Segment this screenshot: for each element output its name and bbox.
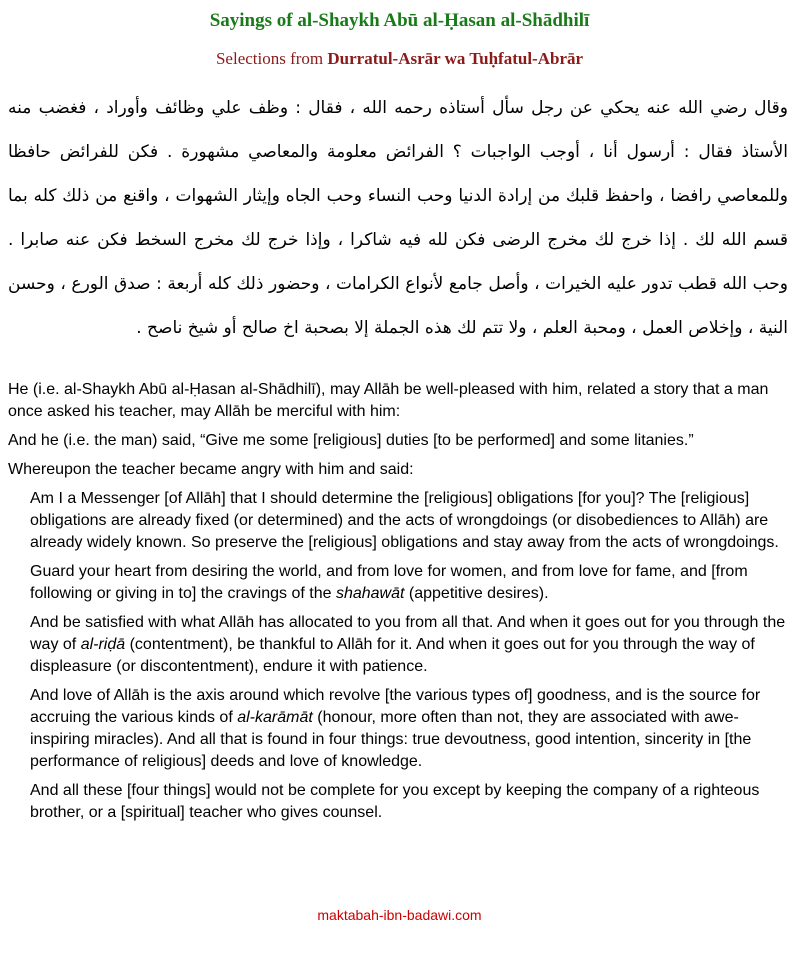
quote-text: And be satisfied with what Allāh has allocated to you from all that. And when it goes out for you through the way of bbox=[30, 614, 786, 653]
quote-text: And love of Allāh is the axis around which revolve [the various types of] goodness, and is the source for accruing the various kinds of bbox=[30, 687, 761, 726]
page-title: Sayings of al-Shaykh Abū al-Ḥasan al-Shādhilī bbox=[209, 10, 590, 31]
quote-text: (honour, more often than not, they are associated with awe-inspiring miracles). And all that is found in four things: true devoutness, good intention, sincerity in [the performance of religious] deeds and love of knowledge. bbox=[30, 709, 752, 770]
quote-paragraph-company: And all these [four things] would not be complete for you except by keeping the company of a righteous brother, or a [spiritual] teacher who gives counsel. bbox=[30, 782, 760, 821]
quote-text: (appetitive desires). bbox=[404, 585, 549, 602]
translation-paragraph-intro: He (i.e. al-Shaykh Abū al-Ḥasan al-Shādhilī), may Allāh be well-pleased with him, related a story that a man once asked his teacher, may Allāh be merciful with him: bbox=[8, 381, 769, 420]
quote-text: (contentment), be thankful to Allāh for it. And when it goes out for you through the way of displeasure (or discontentment), endure it with patience. bbox=[30, 636, 755, 675]
footer-site-link[interactable]: maktabah-ibn-badawi.com bbox=[317, 907, 482, 923]
arabic-text: وقال رضي الله عنه يحكي عن رجل سأل أستاذه رحمه الله ، فقال : وظف علي وظائف وأوراد ، فغضب منه الأستاذ فقال : أرسول أنا ، أوجب الواجبات ؟ الفرائض معلومة والمعاصي مشهورة . فكن للفرائض حافظا وللمعاصي رافضا ، واحفظ قلبك من إرادة الدنيا وحب النساء وحب الجاه وإيثار الشهوات ، واقنع من ذلك كله بما قسم الله لك . إذا خرج لك مخرج الرضى فكن لله فيه شاكرا ، وإذا خرج لك مخرج السخط فكن عنه صابرا . وحب الله قطب تدور عليه الخيرات ، وأصل جامع لأنواع الكرامات ، وحضور ذلك كله أربعة : صدق الورع ، وحسن النية ، وإخلاص العمل ، ومحبة العلم ، ولا تتم لك هذه الجملة إلا بصحبة اخ صالح أو شيخ ناصح . bbox=[8, 98, 788, 338]
translation bbox=[8, 379, 788, 831]
translation-paragraph-reply: Whereupon the teacher became angry with him and said: bbox=[8, 461, 414, 478]
quote-paragraph-obligations: Am I a Messenger [of Allāh] that I should determine the [religious] obligations [for you]? The [religious] obligations are already fixed (or determined) and the acts of wrongdoings (or disobediences to Allāh) are already widely known. So preserve the [religious] obligations and stay away from the acts of wrongdoings. bbox=[30, 490, 779, 551]
term-al-karamat: al-karāmāt bbox=[237, 709, 313, 726]
subtitle-prefix: Selections from bbox=[215, 49, 328, 68]
term-shahawat: shahawāt bbox=[335, 585, 405, 602]
quote-text: Guard your heart from desiring the world, and from love for women, and from love for fame, and [from following or giving in to] the cravings of the bbox=[30, 563, 748, 602]
page-subtitle bbox=[0, 48, 799, 70]
translation-paragraph-request: And he (i.e. the man) said, “Give me some [religious] duties [to be performed] and some litanies.” bbox=[8, 432, 694, 449]
quote-paragraph-guard-heart bbox=[8, 561, 788, 605]
term-al-rida: al-riḍā bbox=[80, 636, 126, 653]
quote-paragraph-contentment bbox=[8, 612, 788, 678]
quote-paragraph-love-of-allah bbox=[8, 685, 788, 773]
book-title: Durratul-Asrār wa Tuḥfatul-Abrār bbox=[327, 49, 584, 68]
